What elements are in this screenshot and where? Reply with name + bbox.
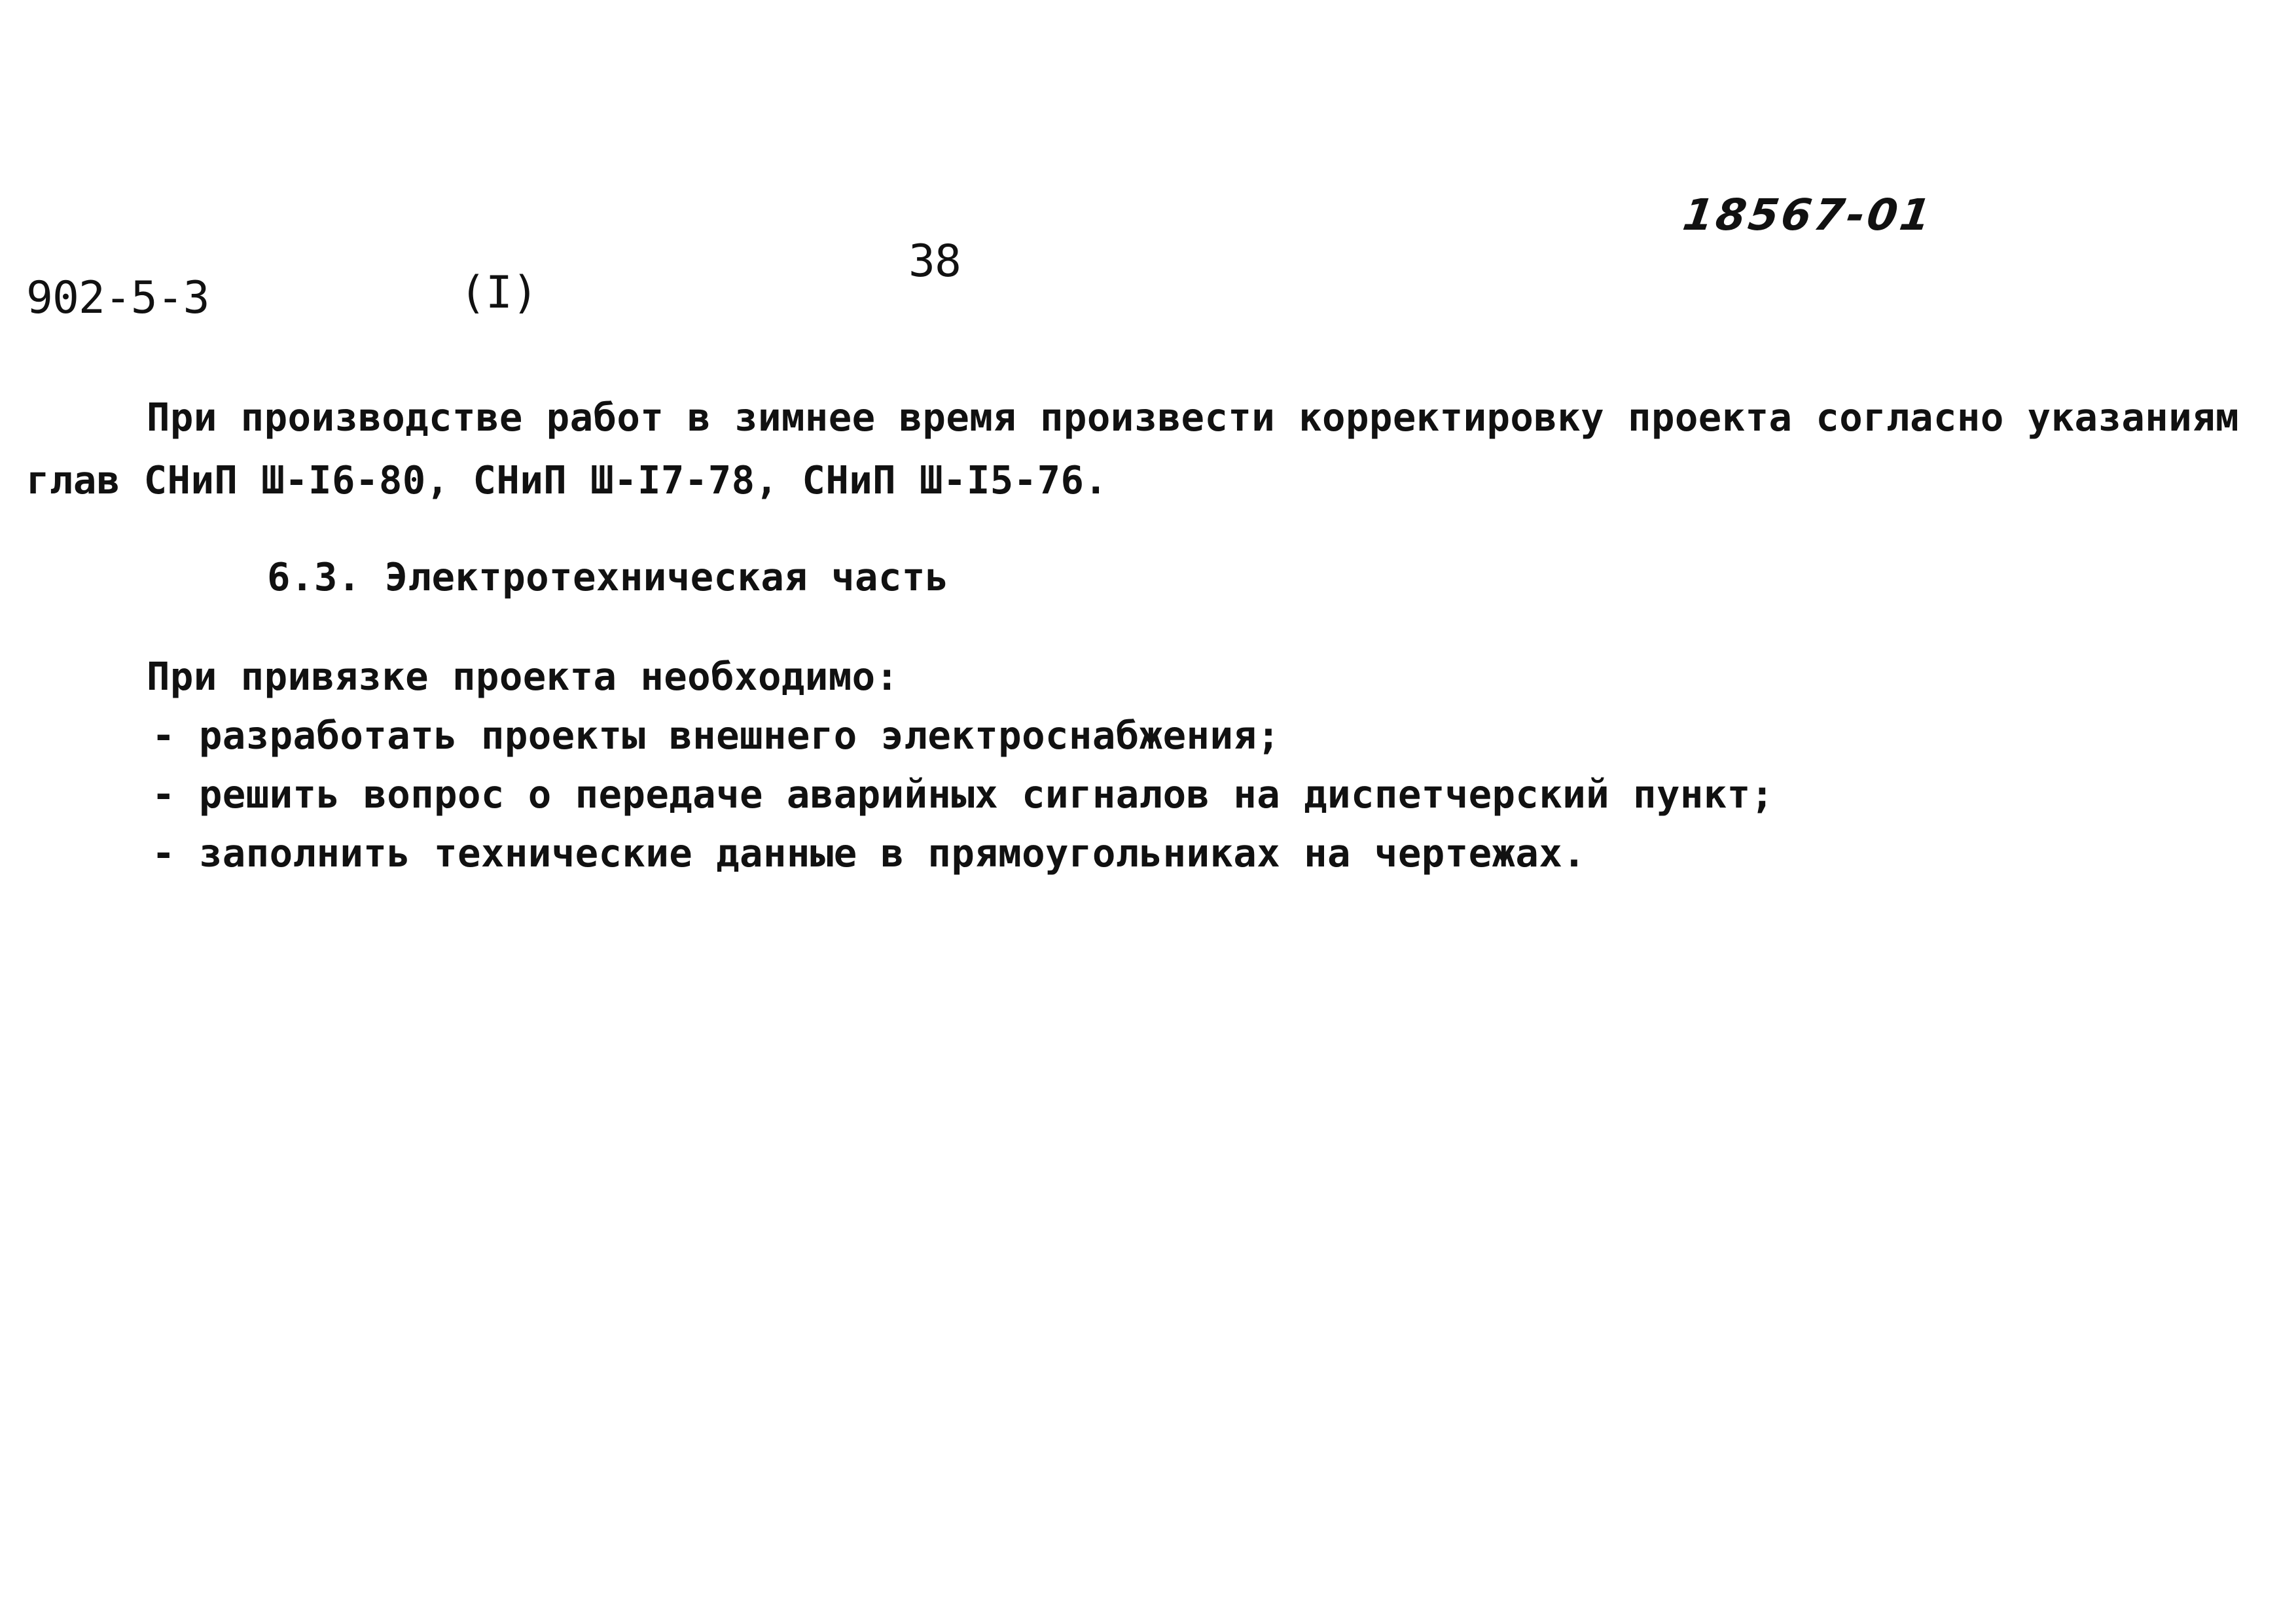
list-item: - разработать проекты внешнего электроснабжения; [152,713,1281,758]
list-item: - решить вопрос о передаче аварийных сигналов на диспетчерский пункт; [152,772,1774,817]
document-part: (I) [459,267,538,319]
list-item: - заполнить технические данные в прямоугольниках на чертежах. [152,830,1587,876]
page-number: 38 [908,236,961,287]
handwritten-stamp: 18567-01 [1679,190,1937,240]
intro-line-1: При производстве работ в зимнее время произвести корректировку проекта согласно указаниям [147,395,2239,440]
section-title: 6.3. Электротехническая часть [267,554,949,599]
requirements-lead: При привязке проекта необходимо: [147,654,899,699]
document-code: 902-5-3 [26,272,209,324]
intro-line-2: глав СНиП Ш-I6-80, СНиП Ш-I7-78, СНиП Ш-I5-76. [26,457,1108,503]
